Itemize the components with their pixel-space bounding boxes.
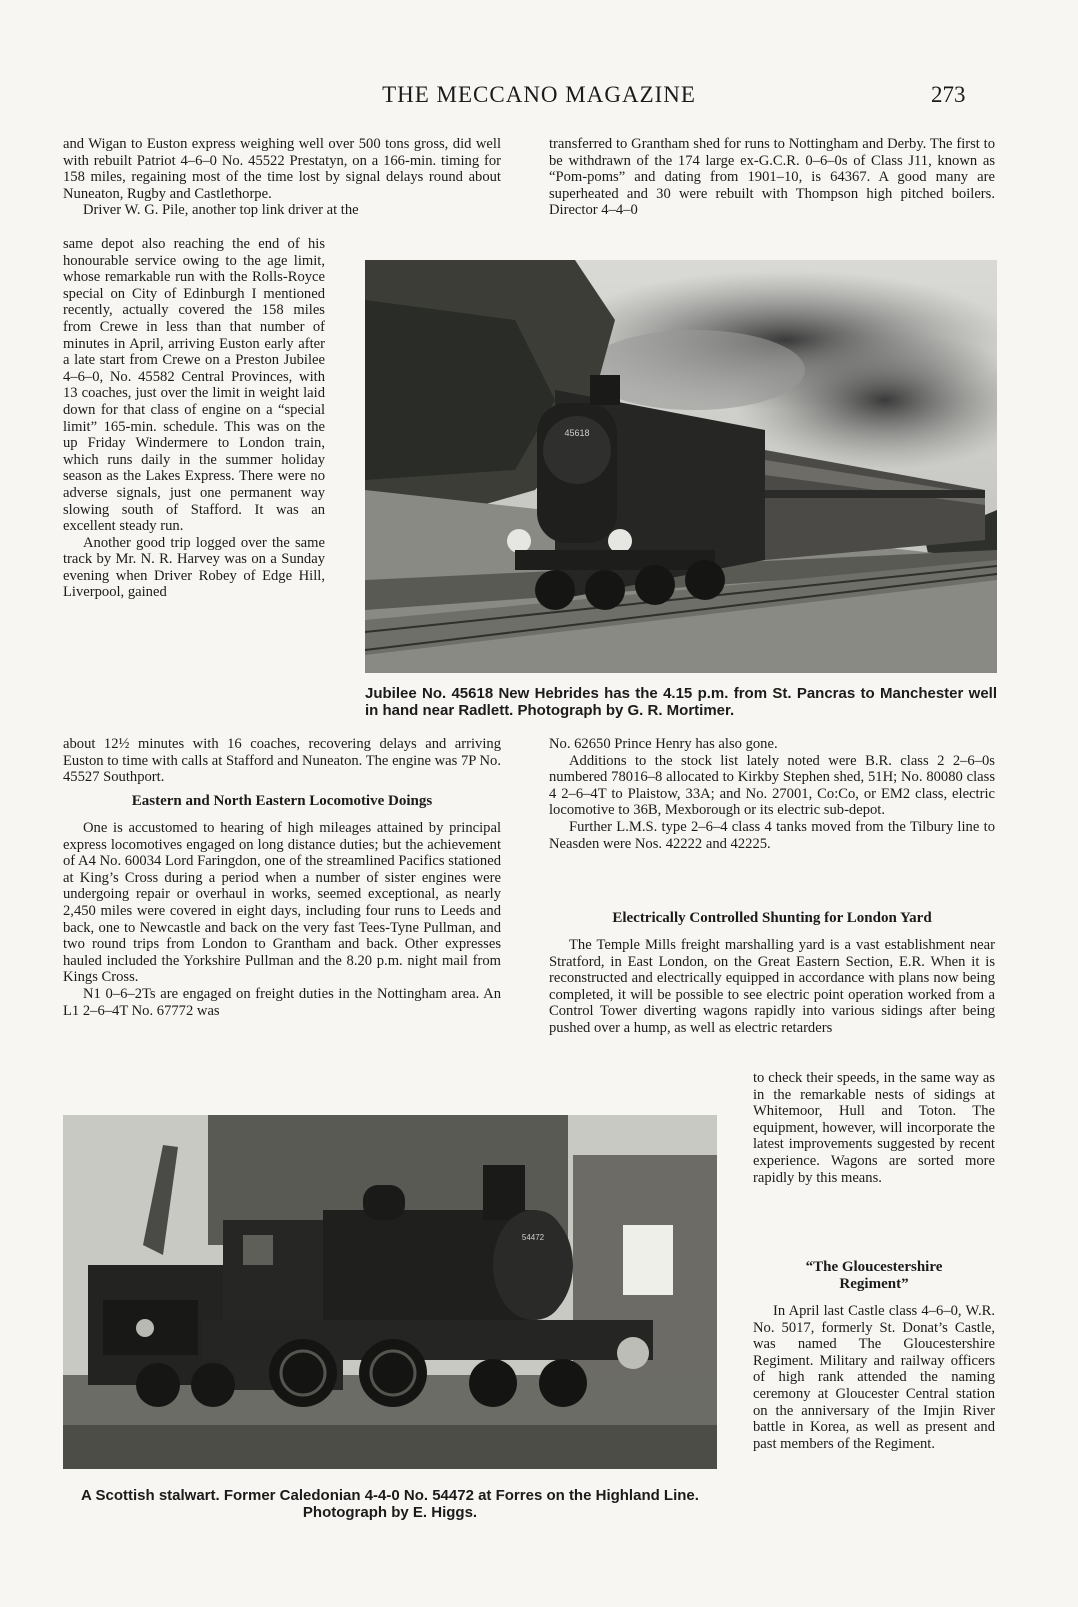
smokebox-number-top: 45618 [564, 428, 590, 438]
smokebox-number-bottom: 54472 [521, 1233, 545, 1242]
col1-text-4: One is accustomed to hearing of high mileages attained by principal express locomotives engaged on long distance duties; but the achievement of A4 No. 60034 Lord Faringdon, one of the streamlined Pacifics stationed at King’s Cross during a period when a number of sister engines were undergoing repair or overhaul in works, seemed exceptional, as nearly 2,450 miles were covered in eight days, including four runs to Leeds and back, one to Newcastle and back on the very fast Tees-Tyne Pullman, and two round trips from London to Grantham and back. Other expresses hauled included the Yorkshire Pullman and the 8.20 p.m. night mail from Kings Cross. [63, 820, 501, 986]
col2-para-gloucs [753, 1303, 995, 1452]
col2-para-1 [549, 136, 995, 219]
heading-electric: Electrically Controlled Shunting for London Yard [612, 910, 932, 926]
heading-eastern: Eastern and North Eastern Locomotive Doings [131, 793, 433, 809]
col1-para-wide [63, 736, 501, 786]
col2-text-4: Further L.M.S. type 2–6–4 class 4 tanks moved from the Tilbury line to Neasden were Nos. 42222 and 42225. [549, 818, 995, 852]
col2-para-narrow [753, 1070, 995, 1186]
col1-text-5: N1 0–6–2Ts are engaged on freight duties in the Nottingham area. An L1 2–6–4T No. 67772 was [63, 985, 501, 1019]
heading-gloucestershire-line1: “The Gloucestershire [805, 1259, 943, 1275]
col1-text-2-top: Driver W. G. Pile, another top link driver at the [83, 202, 359, 219]
col2-text-5-wide: The Temple Mills freight marshalling yard is a vast establishment near Stratford, in East London, on the Great Eastern Section, E.R. When it is reconstructed and electrically equipped in accordance with plans now being completed, it will be possible to see electric point operation worked from a Control Tower diverting wagons rapidly into various sidings after being pushed over a hump, as well as electric retarders [549, 937, 995, 1036]
col2-para-2 [549, 736, 995, 852]
col1-text-3-narrow: Another good trip logged over the same track by Mr. N. R. Harvey was on a Sunday evening when Driver Robey of Edge Hill, Liverpool, gained [63, 534, 325, 601]
col1-para-narrow [63, 236, 325, 601]
magazine-title: THE MECCANO MAGAZINE [382, 82, 696, 107]
caption-bottom: A Scottish stalwart. Former Caledonian 4-4-0 No. 54472 at Forres on the Highland Line. Photograph by E. Higgs. [81, 1487, 699, 1521]
col2-text-1: transferred to Grantham shed for runs to Nottingham and Derby. The first to be withdrawn of the 174 large ex-G.C.R. 0–6–0s of Class J11, known as “Pom-poms” and dating from 1901–10, is 64367. A good many are superheated and 30 were rebuilt with Thompson high pitched boilers. Director 4–4–0 [549, 136, 995, 219]
heading-gloucestershire-line2: Regiment” [839, 1276, 909, 1292]
col2-text-2: No. 62650 Prince Henry has also gone. [549, 736, 778, 752]
col2-text-6: In April last Castle class 4–6–0, W.R. No. 5017, formerly St. Donat’s Castle, was named The Gloucestershire Regiment. Military and railway officers of high rank attended the naming ceremony at Gloucester Central station on the anniversary of the Imjin River battle in Korea, as well as present and past members of the Regiment. [753, 1303, 995, 1452]
photo-jubilee-45618 [365, 260, 997, 673]
page-number: 273 [931, 82, 966, 107]
col1-text-1: and Wigan to Euston express weighing well over 500 tons gross, did well with rebuilt Patriot 4–6–0 No. 45522 Prestatyn, on a 166-min. timing for 158 miles, regaining most of the time lost by signal delays round about Nuneaton, Rugby and Castlethorpe. [63, 136, 501, 202]
heading-gloucestershire [753, 1259, 995, 1293]
col2-text-5-narrow: to check their speeds, in the same way as in the remarkable nests of sidings at Whitemoor, Hull and Toton. The equipment, however, will incorporate the latest improvements suggested by recent experience. Wagons are sorted more rapidly by this means. [753, 1070, 995, 1186]
col1-para-eastern [63, 820, 501, 1019]
col1-text-3-wide: about 12½ minutes with 16 coaches, recovering delays and arriving Euston to time with calls at Stafford and Nuneaton. The engine was 7P No. 45527 Southport. [63, 736, 501, 786]
caption-top: Jubilee No. 45618 New Hebrides has the 4.15 p.m. from St. Pancras to Manchester well in hand near Radlett. Photograph by G. R. Mortimer. [365, 685, 997, 719]
col2-text-3: Additions to the stock list lately noted were B.R. class 2 2–6–0s numbered 78016–8 allocated to Kirkby Stephen shed, 51H; No. 80080 class 4 2–6–4T to Plaistow, 33A; and No. 27001, Co:Co, or EM2 class, electric locomotive to 36B, Mexborough or its electric sub-depot. [549, 752, 995, 819]
col2-para-electric [549, 937, 995, 1037]
col1-text-2-narrow: same depot also reaching the end of his honourable service owing to the age limit, whose remarkable run with the Rolls-Royce special on City of Edinburgh I mentioned recently, actually covered the 158 miles from Crewe in less than that number of minutes in April, arriving Euston early after a late start from Crewe on a Preston Jubilee 4–6–0, No. 45582 Central Provinces, with 13 coaches, just over the limit in weight laid down for that class of engine on a “special limit” 165-min. schedule. This was on the up Friday Windermere to London train, which runs daily in the summer holiday season as the Lakes Express. There were no adverse signals, just one permanent way slowing south of Stafford. It was an excellent steady run. [63, 236, 325, 535]
photo-caledonian-54472 [63, 1115, 717, 1469]
col1-para-1 [63, 136, 501, 219]
